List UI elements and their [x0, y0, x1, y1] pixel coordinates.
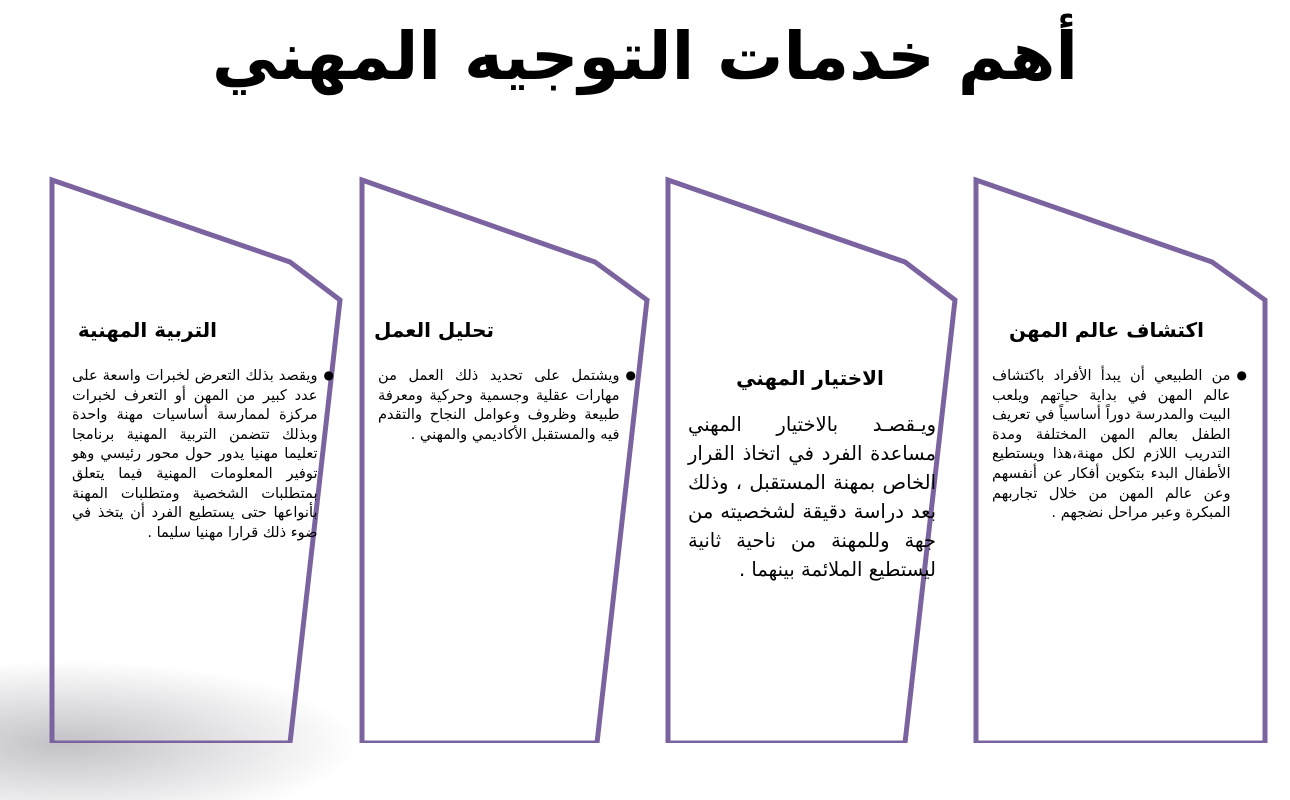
panel-heading: الاختيار المهني [736, 366, 884, 390]
panel-body [378, 366, 636, 444]
panel-text: من الطبيعي أن يبدأ الأفراد باكتشاف عالم المهن في بداية حياتهم ويلعب البيت والمدرسة دوراً أساسياً في تعريف الطفل بعالم المهن المختلفة ومدة التدريب اللازم لكل مهنة،هذا ويستطيع الأطفال البدء بتكوين أفكار عن أنفسهم وعن عالم المهن من خلال تجاربهم المبكرة وعبر مراحل نضجهم . [992, 367, 1231, 522]
panel-body [72, 366, 334, 542]
bullet-icon: ● [625, 368, 636, 382]
chevron-shape-3 [362, 180, 647, 743]
panel-body [992, 366, 1247, 523]
panel-heading: تحليل العمل [374, 318, 494, 342]
panel-heading: اكتشاف عالم المهن [1008, 318, 1204, 342]
panel-text: ويشتمل على تحديد ذلك العمل من مهارات عقلية وجسمية وحركية ومعرفة طبيعة وظروف وعوامل النجاح والتقدم فيه والمستقبل الأكاديمي والمهني . [378, 367, 620, 443]
page-title: أهم خدمات التوجيه المهني [212, 18, 1078, 95]
panel-text: ويـقصـد بالاختيار المهني مساعدة الفرد في اتخاذ القرار الخاص بمهنة المستقبل ، وذلك بعد دراسة دقيقة لشخصيته من جهة وللمهنة من ناحية ثانية ليستطيع الملائمة بينهما . [688, 413, 936, 581]
panel-text: ويقصد بذلك التعرض لخبرات واسعة على عدد كبير من المهن أو التعرف لخبرات مركزة لممارسة أساسيات مهنة واحدة وبذلك تتضمن التربية المهنية برنامجا تعليما مهنيا يدور حول محور رئيسي وهو توفير المعلومات المهنية فيما يتعلق بمتطلبات الشخصية ومتطلبات المهنة بأنواعها حتى يستطيع الفرد أن يتخذ في ضوء ذلك قرارا مهنيا سليما . [72, 367, 318, 541]
bullet-icon: ● [1236, 368, 1247, 382]
bullet-icon: ● [323, 368, 334, 382]
panel-heading: التربية المهنية [77, 318, 217, 342]
